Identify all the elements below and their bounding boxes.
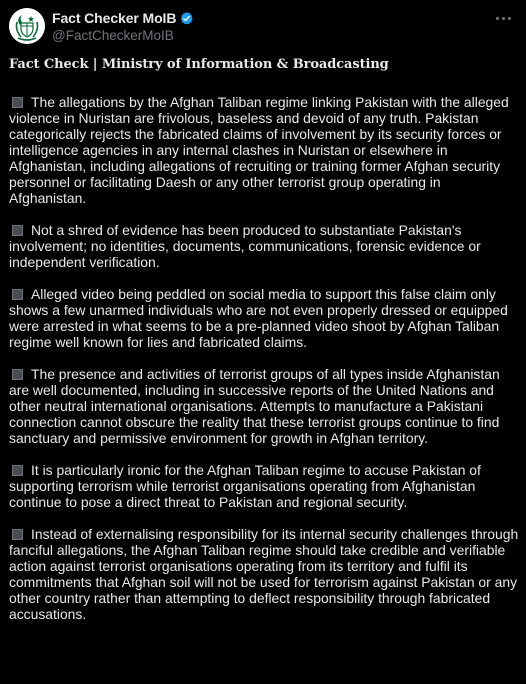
- post-paragraph: [9, 94, 519, 206]
- square-bullet-icon: [12, 225, 23, 236]
- paragraph-text: It is particularly ironic for the Afghan Taliban regime to accuse Pakistan of supporting terrorism while terrorist organisations operating from Afghanistan continue to pose a direct threat to Pakistan and regional security.: [9, 462, 481, 510]
- post-header: [9, 8, 517, 48]
- square-bullet-icon: [12, 289, 23, 300]
- government-emblem-icon: [9, 8, 45, 44]
- avatar[interactable]: [9, 8, 45, 44]
- paragraph-text: Alleged video being peddled on social media to support this false claim only shows a few unarmed individuals who are not even properly dressed or equipped were arrested in what seems to be a pre-planned video shoot by Afghan Taliban regime well known for lies and fabricated claims.: [9, 286, 508, 350]
- paragraph-text: The presence and activities of terrorist groups of all types inside Afghanistan are well documented, including in successive reports of the United Nations and other neutral international organisations. Attempts to manufacture a Pakistani connection cannot obscure the reality that these terrorist groups continue to find sanctuary and permissive environment for growth in Afghan territory.: [9, 366, 500, 446]
- post-paragraph: [9, 366, 519, 446]
- square-bullet-icon: [12, 369, 23, 380]
- post-paragraph: [9, 222, 519, 270]
- post-paragraph: [9, 286, 519, 350]
- verified-badge-icon: [179, 11, 194, 26]
- square-bullet-icon: [12, 529, 23, 540]
- paragraph-text: Instead of externalising responsibility for its internal security challenges through fanciful allegations, the Afghan Taliban regime should take credible and verifiable action against terrorist organisations operating from its territory and fulfil its commitments that Afghan soil will not be used for terrorism against Pakistan or any other country rather than attempting to deflect responsibility through fabricated accusations.: [9, 526, 519, 622]
- paragraph-text: The allegations by the Afghan Taliban regime linking Pakistan with the alleged violence in Nuristan are frivolous, baseless and devoid of any truth. Pakistan categorically rejects the fabricated claims of involvement by its security forces or intelligence agencies in any internal clashes in Nuristan or elsewhere in Afghanistan, including allegations of recruiting or training former Afghan security personnel or facilitating Daesh or any other terrorist group operating in Afghanistan.: [9, 94, 509, 206]
- post-paragraph: [9, 462, 519, 510]
- square-bullet-icon: [12, 465, 23, 476]
- square-bullet-icon: [12, 97, 23, 108]
- more-options-icon[interactable]: [493, 10, 513, 26]
- author-name-row: [52, 9, 194, 27]
- author-handle[interactable]: @FactCheckerMoIB: [52, 28, 174, 43]
- post-text: [9, 56, 519, 638]
- paragraph-text: Not a shred of evidence has been produced to substantiate Pakistan's involvement; no identities, documents, communications, forensic evidence or independent verification.: [9, 222, 481, 270]
- author-block: [52, 9, 194, 43]
- author-display-name[interactable]: Fact Checker MoIB: [52, 10, 177, 26]
- post-paragraph: [9, 526, 519, 622]
- post-title: Fact Check | Ministry of Information & Broadcasting: [9, 57, 389, 72]
